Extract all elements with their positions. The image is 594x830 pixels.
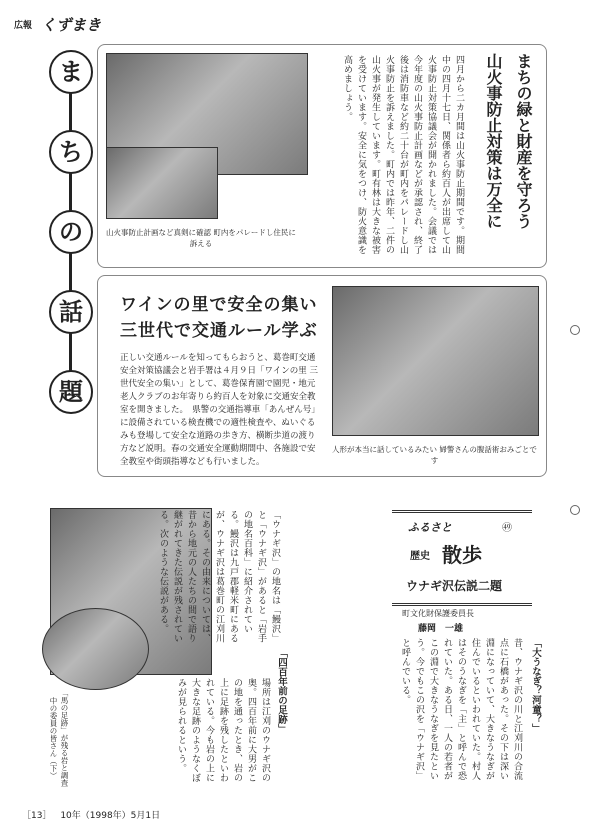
- photo-caption: 山火事防止計画など真剣に確認 町内をパレードし住民に訴える: [106, 228, 296, 248]
- photo-caption: 人形が本当に話しているみたい 婦警さんの腹話術おみごとです: [332, 445, 537, 465]
- series-number: ㊾: [502, 523, 512, 534]
- series-header: [392, 510, 532, 606]
- series-title: 散歩: [442, 543, 482, 567]
- article-headline: まちの緑と財産を守ろう 山火事防止対策は万全に: [484, 53, 533, 229]
- masthead: [14, 14, 154, 36]
- binding-hole: [570, 325, 580, 335]
- page-number: ［13］: [22, 811, 52, 821]
- article-body: 四月から二カ月間は山火事防止期間です。期間中の四月十七日、関係者ら約百人が出席して山火事防止対策協議会が開かれました。会議では今年度の山火事防止計画などが承認され、終了後は消防車など約二十台が町内をパレードし山火事防止を訴えました。町内では昨年、二件の山火事が発生しています。町有林は大きな被害を受けています。安全に気をつけ、防火意識を高めましょう。: [342, 55, 464, 255]
- photo-parade: [106, 147, 218, 219]
- article-history: [22, 498, 554, 798]
- section-title-char: 題: [49, 370, 93, 414]
- issue-date: 10年（1998年）5月1日: [60, 811, 161, 821]
- article-subhead-b: 「大うなぎ？河童？」: [530, 638, 541, 733]
- series-category: 歴史: [410, 551, 430, 562]
- article-body-mid: 場所は江刈のウナギ沢の奥。四百年前に大男がこの地を通ったとき、岩の上に足跡を残したといわれている。今も岩の上に大きな足跡のようなくぼみが見られるという。: [176, 678, 270, 783]
- article-subhead-a: 「四百年前の足跡」: [276, 648, 287, 734]
- article-headline-line1: ワインの里で安全の集い: [120, 295, 318, 315]
- article-body: 正しい交通ルールを知ってもらおうと、葛巻町交通安全対策協議会と岩手署は４月９日「ワインの里 三世代安全の集い」として、葛巻保育園で園児・地元老人クラブのお年寄りら約百人を対象に交通安全教室を開きました。 県警の交通指導車「あんぜん号」に設備されている検査機での適性検査や、ぬいぐるみも登場して安全な道路の歩き方、横断歩道の渡り方など説明。春の交通安全運動期間中、各施設で安全教室や街頭指導なども行いました。: [120, 353, 320, 467]
- section-title-char: 話: [49, 290, 93, 334]
- article-body-right: 昔、ウナギ沢の川と江刈川の合流点に石橋があった。その下は深い淵になっていて、大きなうなぎが住んでいるといわれていた。村人はそのうなぎを「主」と呼んで恐れていた。ある日、一人の若者がこの淵で大きなうなぎを見たという。今でもこの沢を「ウナギ沢」と呼んでいる。: [400, 638, 522, 781]
- footer: [22, 808, 562, 822]
- photo-ventriloquist: [332, 286, 539, 436]
- article-title: ウナギ沢伝説二題: [406, 579, 503, 593]
- binding-hole: [570, 505, 580, 515]
- series-label: ふるさと: [408, 521, 452, 534]
- article-wildfire: [97, 44, 547, 268]
- article-traffic-safety: [97, 275, 547, 477]
- photo-caption: 「馬の足跡」が残る岩と調査中の委員の皆さん（下）: [49, 689, 69, 787]
- section-title: [40, 50, 100, 420]
- masthead-prefix: 広報: [14, 21, 33, 31]
- article-headline-line2: 三世代で交通ルール学ぶ: [120, 321, 318, 341]
- author-name: 藤岡 一雄: [418, 624, 464, 634]
- section-title-char: ま: [49, 50, 93, 94]
- article-body-left: 「ウナギ沢」の地名は「鰻沢」と「ウナギ沢」があると「岩手の地名百科」に紹介されている。鰻沢は九戸郡軽米町にあるが、ウナギ沢は葛巻町の江刈川にある。その由来については、昔から地元の人たちの間で語り継がれてきた伝説が残されている。次のような伝説がある。: [158, 510, 280, 643]
- section-title-char: の: [49, 210, 93, 254]
- masthead-name: くずまき: [41, 16, 102, 34]
- author-role: 町文化財保護委員長: [402, 609, 474, 618]
- section-title-char: ち: [49, 130, 93, 174]
